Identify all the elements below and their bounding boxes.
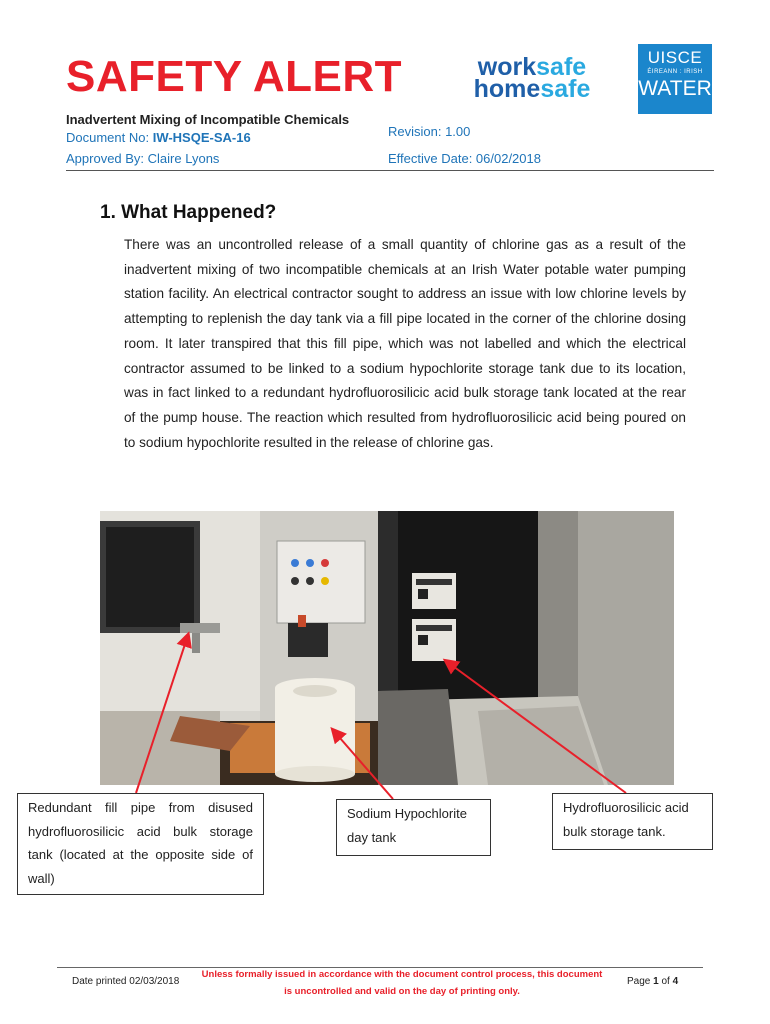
logo-word-work: work <box>477 53 537 81</box>
document-control-note: Unless formally issued in accordance with the document control process, this document is uncontrolled and valid on the day of printing only. <box>201 969 603 997</box>
callout-fill-pipe: Redundant fill pipe from disused hydrofluorosilicic acid bulk storage tank (located at the opposite side of wall) <box>17 793 264 895</box>
document-number-label: Document No: <box>66 130 150 145</box>
logo-uisce-text: UISCE <box>647 48 703 67</box>
effective-date: Effective Date: 06/02/2018 <box>388 151 541 166</box>
dosing-room-photo <box>100 511 378 785</box>
revision: Revision: 1.00 <box>388 124 471 139</box>
logo-eireann-text: ÉIREANN : IRISH <box>647 69 703 75</box>
logo-word-safe: safe <box>536 53 587 81</box>
page-number <box>627 976 678 987</box>
page-of: of <box>661 976 670 987</box>
safety-alert-title: SAFETY ALERT <box>66 52 403 101</box>
uisce-eireann-logo <box>638 44 712 114</box>
incident-description: There was an uncontrolled release of a small quantity of chlorine gas as a result of the inadvertent mixing of two incompatible chemicals at an Irish Water potable water pumping station facility. An electrical contractor sought to address an issue with low chlorine levels by attempting to replenish the day tank via a fill pipe located in the corner of the chlorine dosing room. It later transpired that this fill pipe, which was not labelled and which the electrical contractor assumed to be linked to a sodium hypochlorite storage tank due to its location, was in fact linked to a redundant hydrofluorosilicic acid bulk storage tank located at the rear of the pump house. The reaction which resulted from hydrofluorosilicic acid being poured on to sodium hypochlorite resulted in the release of chlorine gas. <box>124 237 686 450</box>
approved-by: Approved By: Claire Lyons <box>66 151 220 166</box>
header-divider <box>66 170 714 171</box>
callout-bulk-tank: Hydrofluorosilicic acid bulk storage tank. <box>552 793 713 850</box>
worksafe-homesafe-logo <box>462 53 602 103</box>
alert-subject-heading: Inadvertent Mixing of Incompatible Chemicals <box>66 112 350 127</box>
logo-word-home: home <box>473 75 541 103</box>
logo-water-text: WATER <box>638 77 712 100</box>
document-number-value: IW-HSQE-SA-16 <box>152 130 251 145</box>
logo-word-safe-2: safe <box>540 75 591 103</box>
page-total: 4 <box>672 976 679 987</box>
callout-day-tank: Sodium Hypochlorite day tank <box>336 799 491 856</box>
document-number <box>66 130 251 145</box>
page-label: Page <box>627 976 651 987</box>
bulk-tank-photo <box>378 511 674 785</box>
section-heading: 1. What Happened? <box>100 202 277 223</box>
page-current: 1 <box>653 976 659 987</box>
date-printed: Date printed 02/03/2018 <box>72 976 180 987</box>
